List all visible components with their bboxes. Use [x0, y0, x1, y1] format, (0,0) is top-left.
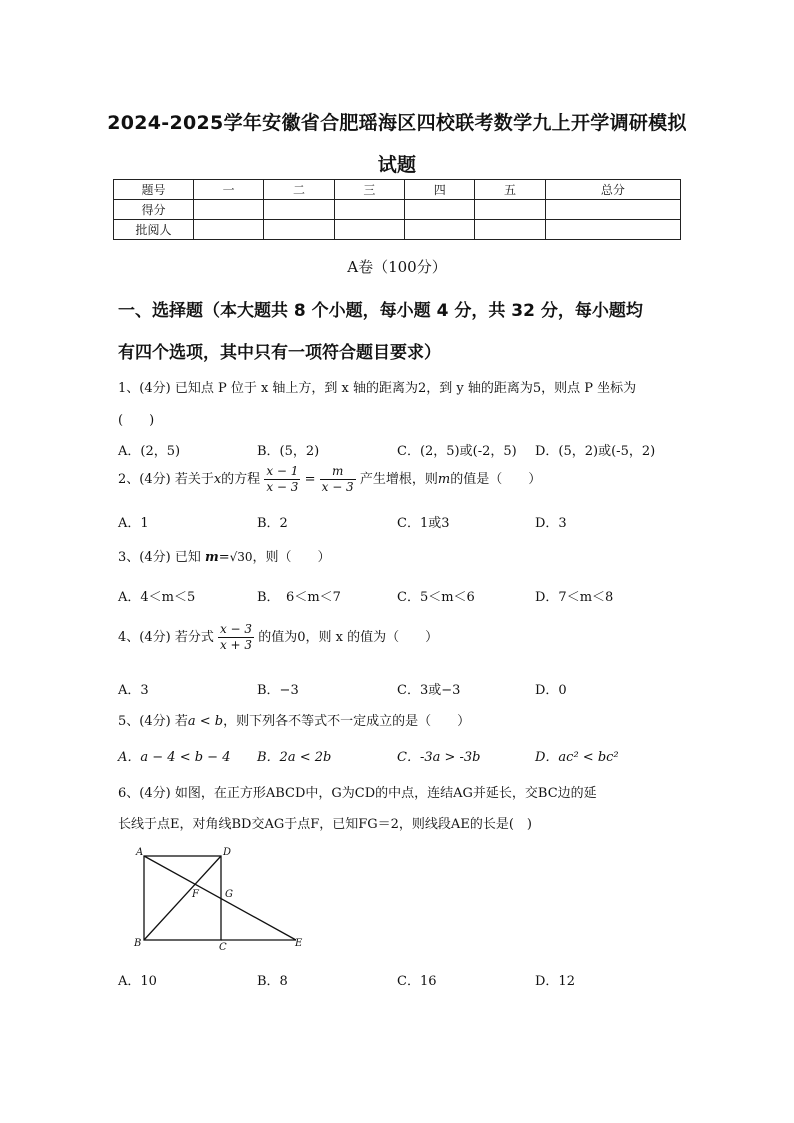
- question-1-option-b[interactable]: B．(5，2): [257, 444, 320, 459]
- q2-var-x: x: [213, 472, 222, 487]
- score-cell[interactable]: [194, 200, 264, 220]
- table-header-cell: 三: [334, 180, 404, 200]
- q3-var-m: m: [204, 550, 219, 565]
- q5-condition: a < b: [187, 714, 224, 729]
- label-f: F: [192, 889, 199, 900]
- label-e: E: [295, 938, 303, 949]
- score-cell[interactable]: [405, 200, 475, 220]
- question-2-option-a[interactable]: A．1: [118, 516, 149, 531]
- question-4-stem: [118, 622, 438, 653]
- question-2-option-c[interactable]: C．1或3: [397, 516, 450, 531]
- page-title-line2: 试题: [377, 154, 417, 176]
- question-6-stem: 6、(4分) 如图，在正方形ABCD中，G为CD的中点，连结AG并延长，交BC边的延: [118, 786, 597, 801]
- grader-cell[interactable]: [545, 220, 680, 240]
- question-1-stem-paren: ( ): [118, 413, 155, 428]
- q2-equals: =: [304, 472, 316, 487]
- score-cell[interactable]: [334, 200, 404, 220]
- question-3-stem: [118, 546, 331, 565]
- q2-stem-post: 的值是（ ）: [450, 472, 542, 487]
- q4-fraction: [218, 622, 254, 653]
- question-5-option-d[interactable]: D．ac² < bc²: [535, 750, 619, 765]
- page-title: 2024-2025学年安徽省合肥瑶海区四校联考数学九上开学调研模拟: [107, 112, 687, 134]
- label-a: A: [136, 847, 144, 858]
- question-6-option-b[interactable]: B．8: [257, 974, 288, 989]
- q2-fraction-1: [264, 464, 300, 495]
- grader-cell[interactable]: [194, 220, 264, 240]
- question-1-stem: 1、(4分) 已知点 P 位于 x 轴上方，到 x 轴的距离为2，到 y 轴的距离为5，则点 P 坐标为: [118, 381, 637, 396]
- question-6-option-d[interactable]: D．12: [535, 974, 575, 989]
- q3-radical: √30: [229, 550, 253, 564]
- label-b: B: [134, 938, 142, 949]
- question-1-option-a[interactable]: A．(2，5): [118, 444, 181, 459]
- question-6-option-a[interactable]: A．10: [118, 974, 157, 989]
- q3-stem-pre: 3、(4分) 已知: [118, 550, 205, 565]
- question-1-option-c[interactable]: C．(2，5)或(-2，5): [397, 444, 517, 459]
- question-6-figure: [128, 842, 313, 952]
- question-5-stem: [118, 710, 470, 729]
- table-header-cell: 五: [475, 180, 545, 200]
- q2-stem-pre: 2、(4分) 若关于: [118, 472, 214, 487]
- label-d: D: [223, 847, 232, 858]
- table-row: [114, 220, 681, 240]
- question-2-stem: [118, 464, 541, 495]
- diagonal-bd: [144, 856, 221, 940]
- fraction-numerator: m: [320, 464, 356, 480]
- q3-equals: =: [218, 550, 230, 565]
- q3-stem-post: ，则（ ）: [252, 550, 331, 565]
- question-1-option-d[interactable]: D．(5，2)或(-5，2): [535, 444, 656, 459]
- q4-stem-pre: 4、(4分) 若分式: [118, 630, 214, 645]
- question-5-option-b[interactable]: B．2a < 2b: [257, 750, 332, 765]
- grader-cell[interactable]: [405, 220, 475, 240]
- line-ae: [144, 856, 296, 940]
- score-table-header-row: [114, 180, 681, 200]
- fraction-denominator: x − 3: [266, 480, 299, 494]
- question-4-option-c[interactable]: C．3或−3: [397, 683, 461, 698]
- table-header-cell: 二: [264, 180, 334, 200]
- question-3-option-a[interactable]: A．4＜m＜5: [118, 590, 196, 605]
- score-cell[interactable]: [264, 200, 334, 220]
- fraction-numerator: x − 1: [266, 464, 299, 478]
- q5-stem-pre: 5、(4分) 若: [118, 714, 188, 729]
- table-header-cell: 题号: [114, 180, 194, 200]
- q2-var-m: m: [437, 472, 451, 487]
- paper-part-label: A卷（100分）: [347, 258, 447, 276]
- table-header-cell: 一: [194, 180, 264, 200]
- fraction-denominator: x − 3: [321, 480, 354, 494]
- score-cell[interactable]: [545, 200, 680, 220]
- table-header-cell: 总分: [545, 180, 680, 200]
- grader-cell[interactable]: [334, 220, 404, 240]
- table-row: [114, 200, 681, 220]
- question-5-option-a[interactable]: A．a − 4 < b − 4: [118, 750, 231, 765]
- question-4-option-b[interactable]: B．−3: [257, 683, 299, 698]
- q2-fraction-2: [320, 464, 356, 495]
- question-3-option-d[interactable]: D．7＜m＜8: [535, 590, 614, 605]
- label-c: C: [219, 942, 227, 952]
- grader-cell[interactable]: [475, 220, 545, 240]
- q2-stem-mid2: 产生增根，则: [359, 472, 438, 487]
- grader-cell[interactable]: [264, 220, 334, 240]
- label-g: G: [225, 889, 233, 900]
- row-label: 得分: [114, 200, 194, 220]
- row-label: 批阅人: [114, 220, 194, 240]
- question-3-option-c[interactable]: C．5＜m＜6: [397, 590, 475, 605]
- table-header-cell: 四: [405, 180, 475, 200]
- question-4-option-a[interactable]: A．3: [118, 683, 149, 698]
- q5-stem-post: ，则下列各不等式不一定成立的是（ ）: [223, 714, 471, 729]
- q4-stem-post: 的值为0，则 x 的值为（ ）: [258, 630, 439, 645]
- fraction-numerator: x − 3: [219, 622, 253, 636]
- score-cell[interactable]: [475, 200, 545, 220]
- question-2-option-b[interactable]: B．2: [257, 516, 288, 531]
- section-heading: 一、选择题（本大题共 8 个小题，每小题 4 分，共 32 分，每小题均: [118, 301, 643, 321]
- question-2-option-d[interactable]: D．3: [535, 516, 567, 531]
- question-6-stem-line2: 长线于点E，对角线BD交AG于点F，已知FG＝2，则线段AE的长是( ): [118, 817, 532, 832]
- question-4-option-d[interactable]: D．0: [535, 683, 567, 698]
- section-heading-line2: 有四个选项，其中只有一项符合题目要求）: [118, 343, 441, 363]
- question-3-option-b[interactable]: B． 6＜m＜7: [257, 590, 341, 605]
- fraction-denominator: x + 3: [219, 638, 253, 652]
- q2-stem-mid1: 的方程: [221, 472, 261, 487]
- score-table: [113, 179, 681, 240]
- question-5-option-c[interactable]: C．-3a > -3b: [397, 750, 481, 765]
- question-6-option-c[interactable]: C．16: [397, 974, 437, 989]
